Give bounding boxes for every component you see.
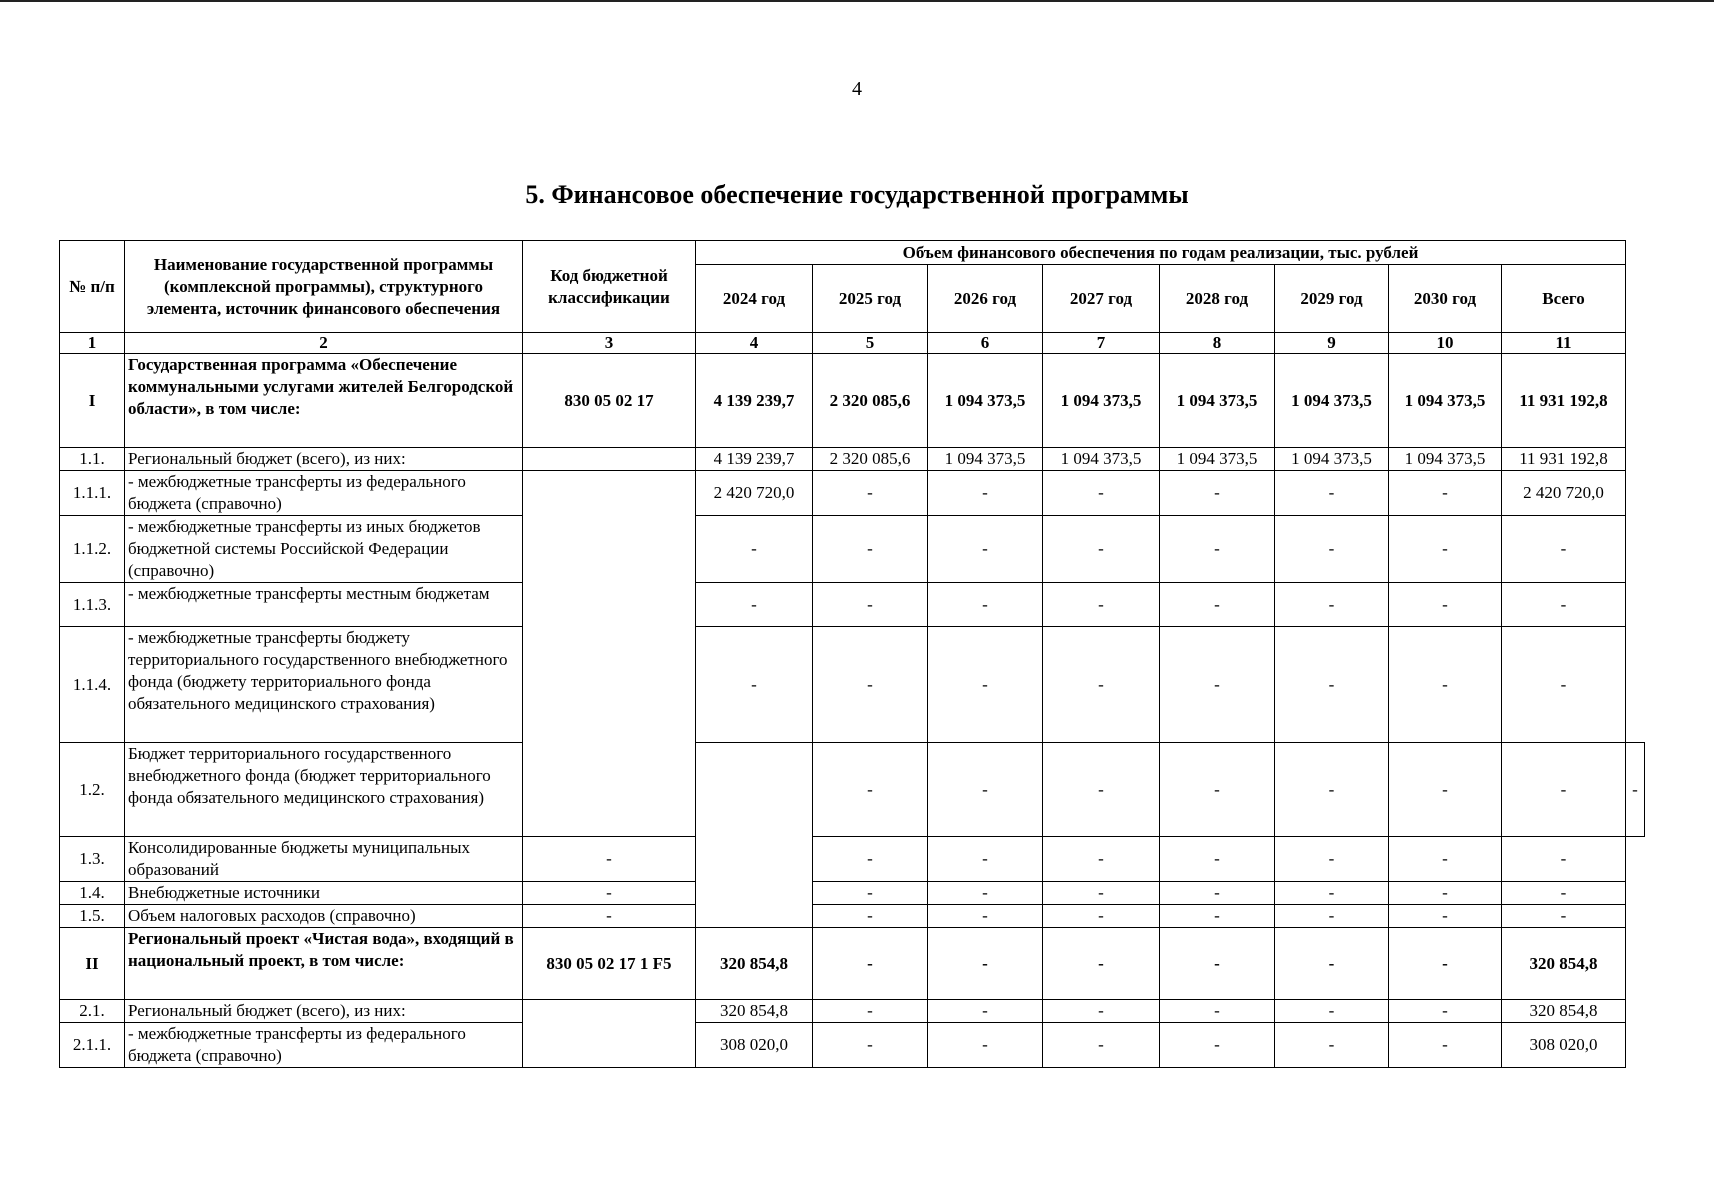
year-value: 2 320 085,6 <box>813 448 928 471</box>
year-value: - <box>1389 627 1502 743</box>
total-value: - <box>1502 837 1626 882</box>
table-row <box>60 1023 1645 1068</box>
year-value: - <box>696 627 813 743</box>
total-value: 320 854,8 <box>1502 928 1626 1000</box>
year-value: - <box>813 882 928 905</box>
column-index: 2 <box>125 333 523 354</box>
column-index-row <box>60 333 1645 354</box>
year-value: - <box>1043 882 1160 905</box>
column-index: 3 <box>523 333 696 354</box>
table-row <box>60 882 1645 905</box>
total-value: 320 854,8 <box>1502 1000 1626 1023</box>
total-value: - <box>1626 743 1645 837</box>
row-name: Консолидированные бюджеты муниципальных образований <box>125 837 523 882</box>
section-title: 5. Финансовое обеспечение государственной программы <box>525 180 1189 209</box>
year-value: - <box>1275 743 1389 837</box>
year-value: - <box>1389 905 1502 928</box>
year-value: - <box>1275 516 1389 583</box>
column-index: 10 <box>1389 333 1502 354</box>
year-value: - <box>1389 743 1502 837</box>
header-year-2026: 2026 год <box>928 265 1043 333</box>
year-value: - <box>523 905 696 928</box>
year-value: - <box>928 905 1043 928</box>
year-value: - <box>1043 1000 1160 1023</box>
year-value: - <box>1160 516 1275 583</box>
row-name: - межбюджетные трансферты из федерального бюджета (справочно) <box>125 471 523 516</box>
row-number: 1.1. <box>60 448 125 471</box>
header-year-2029: 2029 год <box>1275 265 1389 333</box>
year-value: - <box>1389 1000 1502 1023</box>
column-index: 5 <box>813 333 928 354</box>
row-name: Объем налоговых расходов (справочно) <box>125 905 523 928</box>
header-year-2025: 2025 год <box>813 265 928 333</box>
total-value: 11 931 192,8 <box>1502 354 1626 448</box>
budget-code <box>523 448 696 471</box>
row-number: 1.4. <box>60 882 125 905</box>
row-number: 1.3. <box>60 837 125 882</box>
year-value: - <box>1043 837 1160 882</box>
row-name: - межбюджетные трансферты местным бюджетам <box>125 583 523 627</box>
year-value: - <box>1502 743 1626 837</box>
row-number: II <box>60 928 125 1000</box>
year-value: - <box>1389 516 1502 583</box>
header-year-2028: 2028 год <box>1160 265 1275 333</box>
budget-code <box>696 743 813 928</box>
year-value: - <box>928 1000 1043 1023</box>
year-value: - <box>1160 1023 1275 1068</box>
year-value: - <box>1389 471 1502 516</box>
year-value: - <box>696 516 813 583</box>
header-year-2027: 2027 год <box>1043 265 1160 333</box>
year-value: - <box>1043 471 1160 516</box>
year-value: - <box>1043 743 1160 837</box>
row-number: 1.1.3. <box>60 583 125 627</box>
row-number: I <box>60 354 125 448</box>
column-index: 6 <box>928 333 1043 354</box>
year-value: - <box>1160 928 1275 1000</box>
row-name: Региональный бюджет (всего), из них: <box>125 1000 523 1023</box>
year-value: - <box>1275 837 1389 882</box>
year-value: 308 020,0 <box>696 1023 813 1068</box>
year-value: 4 139 239,7 <box>696 448 813 471</box>
year-value: - <box>1160 882 1275 905</box>
year-value: - <box>928 882 1043 905</box>
year-value: - <box>1160 471 1275 516</box>
year-value: - <box>928 837 1043 882</box>
year-value: - <box>813 471 928 516</box>
row-number: 1.2. <box>60 743 125 837</box>
row-name: Государственная программа «Обеспечение коммунальными услугами жителей Белгородской области», в том числе: <box>125 354 523 448</box>
year-value: - <box>1275 1000 1389 1023</box>
row-name: - межбюджетные трансферты бюджету территориального государственного внебюджетного фонда (бюджету территориального фонда обязательного медицинского страхования) <box>125 627 523 743</box>
header-volume: Объем финансового обеспечения по годам реализации, тыс. рублей <box>696 241 1626 265</box>
year-value: 2 420 720,0 <box>696 471 813 516</box>
year-value: - <box>1160 837 1275 882</box>
table-row <box>60 627 1645 743</box>
year-value: - <box>1275 583 1389 627</box>
year-value: 1 094 373,5 <box>928 354 1043 448</box>
budget-code <box>523 471 696 837</box>
total-value: 308 020,0 <box>1502 1023 1626 1068</box>
total-value: - <box>1502 905 1626 928</box>
header-year-2030: 2030 год <box>1389 265 1502 333</box>
column-index: 11 <box>1502 333 1626 354</box>
year-value: 1 094 373,5 <box>1043 448 1160 471</box>
year-value: - <box>928 743 1043 837</box>
header-code: Код бюджетной классификации <box>523 241 696 333</box>
column-index: 1 <box>60 333 125 354</box>
total-value: 11 931 192,8 <box>1502 448 1626 471</box>
year-value: - <box>813 928 928 1000</box>
header-num: № п/п <box>60 241 125 333</box>
year-value: - <box>813 837 928 882</box>
column-index: 9 <box>1275 333 1389 354</box>
year-value: - <box>928 516 1043 583</box>
year-value: - <box>1389 837 1502 882</box>
row-number: 2.1.1. <box>60 1023 125 1068</box>
year-value: 2 320 085,6 <box>813 354 928 448</box>
total-value: - <box>1502 583 1626 627</box>
year-value: - <box>813 583 928 627</box>
row-number: 1.1.4. <box>60 627 125 743</box>
budget-code: 830 05 02 17 <box>523 354 696 448</box>
year-value: - <box>1275 627 1389 743</box>
top-border-line <box>0 0 1714 2</box>
year-value: - <box>1043 1023 1160 1068</box>
total-value: - <box>1502 882 1626 905</box>
financing-table <box>59 240 1645 1068</box>
column-index: 8 <box>1160 333 1275 354</box>
year-value: 4 139 239,7 <box>696 354 813 448</box>
year-value: - <box>1043 905 1160 928</box>
year-value: - <box>1389 583 1502 627</box>
table-row <box>60 583 1645 627</box>
year-value: - <box>1160 743 1275 837</box>
year-value: 1 094 373,5 <box>1160 354 1275 448</box>
table-row <box>60 516 1645 583</box>
year-value: - <box>1389 882 1502 905</box>
total-value: - <box>1502 516 1626 583</box>
year-value: - <box>1043 583 1160 627</box>
year-value: 320 854,8 <box>696 1000 813 1023</box>
row-number: 1.5. <box>60 905 125 928</box>
year-value: - <box>1043 516 1160 583</box>
table-row <box>60 448 1645 471</box>
year-value: - <box>1160 905 1275 928</box>
column-index: 7 <box>1043 333 1160 354</box>
header-total: Всего <box>1502 265 1626 333</box>
row-name: Внебюджетные источники <box>125 882 523 905</box>
header-name: Наименование государственной программы (комплексной программы), структурного элемента, источник финансового обеспечения <box>125 241 523 333</box>
table-row <box>60 743 1645 837</box>
year-value: - <box>1160 583 1275 627</box>
year-value: 1 094 373,5 <box>1043 354 1160 448</box>
year-value: - <box>1043 928 1160 1000</box>
row-number: 1.1.2. <box>60 516 125 583</box>
year-value: - <box>1275 1023 1389 1068</box>
row-name: Бюджет территориального государственного внебюджетного фонда (бюджет территориального фонда обязательного медицинского страхования) <box>125 743 523 837</box>
year-value: - <box>928 583 1043 627</box>
row-number: 1.1.1. <box>60 471 125 516</box>
year-value: - <box>1160 627 1275 743</box>
row-name: Региональный проект «Чистая вода», входящий в национальный проект, в том числе: <box>125 928 523 1000</box>
year-value: - <box>1160 1000 1275 1023</box>
year-value: - <box>523 837 696 882</box>
year-value: - <box>1275 882 1389 905</box>
year-value: 1 094 373,5 <box>1275 448 1389 471</box>
row-name: - межбюджетные трансферты из федерального бюджета (справочно) <box>125 1023 523 1068</box>
total-value: 2 420 720,0 <box>1502 471 1626 516</box>
year-value: - <box>813 627 928 743</box>
total-value: - <box>1502 627 1626 743</box>
year-value: 1 094 373,5 <box>1275 354 1389 448</box>
year-value: - <box>696 583 813 627</box>
year-value: 1 094 373,5 <box>1160 448 1275 471</box>
year-value: - <box>813 516 928 583</box>
year-value: - <box>1275 928 1389 1000</box>
column-index: 4 <box>696 333 813 354</box>
year-value: - <box>813 743 928 837</box>
year-value: - <box>1043 627 1160 743</box>
year-value: - <box>523 882 696 905</box>
year-value: - <box>928 627 1043 743</box>
year-value: 1 094 373,5 <box>1389 354 1502 448</box>
row-name: - межбюджетные трансферты из иных бюджетов бюджетной системы Российской Федерации (справочно) <box>125 516 523 583</box>
year-value: - <box>1389 928 1502 1000</box>
row-name: Региональный бюджет (всего), из них: <box>125 448 523 471</box>
year-value: - <box>928 471 1043 516</box>
budget-code <box>523 1000 696 1068</box>
year-value: - <box>1389 1023 1502 1068</box>
budget-code: 830 05 02 17 1 F5 <box>523 928 696 1000</box>
header-year-2024: 2024 год <box>696 265 813 333</box>
table-row <box>60 471 1645 516</box>
year-value: - <box>1275 905 1389 928</box>
year-value: 1 094 373,5 <box>928 448 1043 471</box>
row-number: 2.1. <box>60 1000 125 1023</box>
table-row <box>60 928 1645 1000</box>
year-value: - <box>813 1000 928 1023</box>
year-value: - <box>1275 471 1389 516</box>
table-row <box>60 837 1645 882</box>
year-value: - <box>813 905 928 928</box>
year-value: 1 094 373,5 <box>1389 448 1502 471</box>
table-row <box>60 905 1645 928</box>
page-number: 4 <box>852 78 862 100</box>
year-value: - <box>928 1023 1043 1068</box>
table-row <box>60 354 1645 448</box>
year-value: 320 854,8 <box>696 928 813 1000</box>
year-value: - <box>928 928 1043 1000</box>
table-row <box>60 1000 1645 1023</box>
year-value: - <box>813 1023 928 1068</box>
